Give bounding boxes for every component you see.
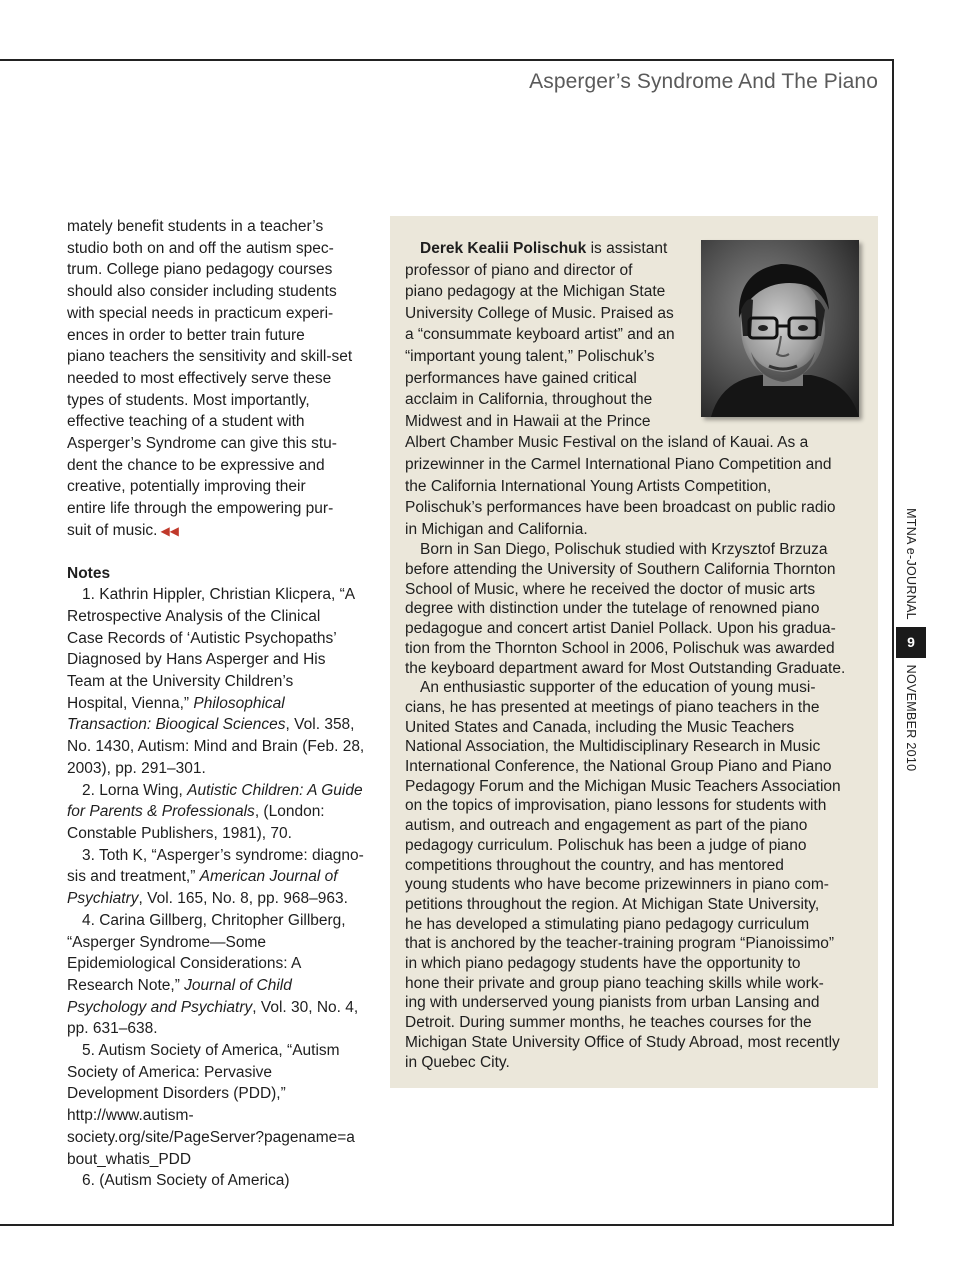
article-body-ending	[67, 216, 367, 543]
note-3	[67, 845, 367, 910]
note-line: Case Records of ‘Autistic Psychopaths’	[67, 629, 337, 647]
bio-line: the keyboard department award for Most Outstanding Graduate.	[405, 659, 846, 677]
note-line	[67, 780, 367, 802]
body-line: needed to most effectively serve these	[67, 369, 332, 387]
note-line: 4. Carina Gillberg, Chritopher Gillberg,	[82, 911, 346, 929]
note-line: “Asperger Syndrome—Some	[67, 933, 266, 951]
note-text: Research Note,”	[67, 976, 180, 994]
bio-line: degree with distinction under the tutelage of renowned piano	[405, 600, 820, 618]
note-line: pp. 631–638.	[67, 1020, 158, 1038]
note-line	[67, 693, 367, 715]
journal-title: Journal of Child	[184, 976, 292, 994]
note-line: Society of America: Pervasive	[67, 1063, 273, 1081]
body-line: ences in order to better train future	[67, 326, 305, 344]
note-line: Constable Publishers, 1981), 70.	[67, 824, 292, 842]
issue-date: NOVEMBER 2010	[904, 664, 918, 772]
body-line: entire life through the empowering pur-	[67, 500, 334, 518]
note-line: 5. Autism Society of America, “Autism	[82, 1042, 340, 1060]
note-text: , Vol. 30, No. 4,	[252, 998, 359, 1016]
bio-line: acclaim in California, throughout the	[405, 391, 653, 409]
bio-line: hone their private and group piano teaching skills while work-	[405, 974, 824, 992]
bio-line: National Association, the Multidisciplinary Research in Music	[405, 738, 821, 756]
body-line: piano teachers the sensitivity and skill-set	[67, 348, 353, 366]
issue-date-vertical	[898, 663, 924, 773]
body-line: with special needs in practicum experi-	[67, 304, 334, 322]
book-title: Autistic Children: A Guide	[187, 781, 363, 799]
bio-line: Polischuk’s performances have been broadcast on public radio	[405, 499, 836, 517]
journal-title: Philosophical	[193, 694, 285, 712]
note-line	[67, 888, 367, 910]
note-line: 6. (Autism Society of America)	[82, 1172, 290, 1190]
bio-line: Midwest and in Hawaii at the Prince	[405, 412, 651, 430]
bio-line: Michigan State University Office of Study Abroad, most recently	[405, 1033, 840, 1051]
note-line: Team at the University Children’s	[67, 673, 294, 691]
note-url-line: society.org/site/PageServer?pagename=a	[67, 1128, 355, 1146]
author-name: Derek Kealii Polischuk	[420, 240, 587, 257]
author-bio	[405, 238, 870, 1072]
note-5	[67, 1040, 367, 1170]
note-line: 1. Kathrin Hippler, Christian Klicpera, “A	[82, 586, 356, 604]
note-line	[67, 714, 367, 736]
bio-line: ing with underserved young pianists from urban Lansing and	[405, 994, 820, 1012]
body-line: dent the chance to be expressive and	[67, 456, 325, 474]
body-line: studio both on and off the autism spec-	[67, 239, 334, 257]
note-line	[67, 866, 367, 888]
article-left-column	[67, 216, 367, 1192]
bio-line: petitions throughout the region. At Michigan State University,	[405, 895, 820, 913]
note-url-line: bout_whatis_PDD	[67, 1150, 192, 1168]
note-text: sis and treatment,”	[67, 868, 196, 886]
bio-paragraph-1	[405, 238, 870, 540]
body-line: types of students. Most importantly,	[67, 391, 310, 409]
bio-line: United States and Canada, including the Music Teachers	[405, 718, 795, 736]
note-line: 2003), pp. 291–301.	[67, 759, 206, 777]
bio-line: performances have gained critical	[405, 369, 637, 387]
note-line: 3. Toth K, “Asperger’s syndrome: diagno-	[82, 846, 364, 864]
bio-line: School of Music, where he received the doctor of music arts	[405, 580, 816, 598]
running-head: Asperger’s Syndrome And The Piano	[529, 70, 878, 93]
note-line: No. 1430, Autism: Mind and Brain (Feb. 28,	[67, 738, 365, 756]
bio-line: An enthusiastic supporter of the education of young musi-	[420, 679, 816, 697]
bio-line: autism, and outreach and engagement as part of the piano	[405, 817, 808, 835]
bio-line: a “consummate keyboard artist” and an	[405, 326, 675, 344]
book-title: for Parents & Professionals	[67, 803, 255, 821]
note-line	[67, 997, 367, 1019]
note-2	[67, 780, 367, 845]
bio-paragraph-2	[405, 540, 870, 678]
bio-line: competitions throughout the country, and has mentored	[405, 856, 784, 874]
bio-line: Pedagogy Forum and the Michigan Music Teachers Association	[405, 777, 841, 795]
body-line: trum. College piano pedagogy courses	[67, 261, 333, 279]
body-line: should also consider including students	[67, 283, 337, 301]
bio-line: International Conference, the National Group Piano and Piano	[405, 758, 832, 776]
bio-line: that is anchored by the teacher-training program “Pianoissimo”	[405, 935, 835, 953]
bio-line: in Quebec City.	[405, 1053, 510, 1071]
frame-bottom-rule	[0, 1224, 894, 1226]
body-line: creative, potentially improving their	[67, 478, 306, 496]
body-line: mately benefit students in a teacher’s	[67, 218, 324, 235]
body-line: Asperger’s Syndrome can give this stu-	[67, 435, 337, 453]
page-number: 9	[896, 627, 926, 658]
bio-line: the California International Young Artists Competition,	[405, 477, 772, 495]
bio-line: prizewinner in the Carmel International Piano Competition and	[405, 455, 832, 473]
bio-line: professor of piano and director of	[405, 261, 633, 279]
frame-right-rule	[892, 59, 894, 1226]
body-line-last	[67, 520, 367, 543]
bio-line: University College of Music. Praised as	[405, 304, 674, 322]
note-line: Epidemiological Considerations: A	[67, 955, 302, 973]
bio-line: Born in San Diego, Polischuk studied with Krzysztof Brzuza	[420, 541, 828, 559]
frame-top-rule	[0, 59, 894, 61]
bio-line: tion from the Thornton School in 2006, Polischuk was awarded	[405, 639, 835, 657]
note-line: Development Disorders (PDD),”	[67, 1085, 286, 1103]
bio-line: on the topics of improvisation, piano lessons for students with	[405, 797, 827, 815]
journal-title: Transaction: Bioogical Sciences	[67, 716, 286, 734]
bio-paragraph-3	[405, 678, 870, 1072]
note-line	[67, 801, 367, 823]
bio-line: Detroit. During summer months, he teaches courses for the	[405, 1014, 812, 1032]
bio-line: he has developed a stimulating piano pedagogy curriculum	[405, 915, 810, 933]
bio-line: Albert Chamber Music Festival on the island of Kauai. As a	[405, 434, 809, 452]
journal-title: American Journal of	[199, 868, 338, 886]
note-url-line: http://www.autism-	[67, 1107, 194, 1125]
note-line	[67, 975, 367, 997]
note-6	[67, 1170, 367, 1192]
note-line: Retrospective Analysis of the Clinical	[67, 607, 321, 625]
bio-line: young students who have become prizewinners in piano com-	[405, 876, 829, 894]
note-text: 2. Lorna Wing,	[82, 781, 183, 799]
bio-line: before attending the University of Southern California Thornton	[405, 561, 836, 579]
end-mark-icon: ◀◀	[160, 523, 179, 538]
bio-line: cians, he has presented at meetings of piano teachers in the	[405, 698, 820, 716]
journal-name: MTNA e-JOURNAL	[904, 508, 918, 620]
bio-text: is assistant	[586, 240, 668, 257]
bio-line: pedagogue and concert artist Daniel Pollack. Upon his gradua-	[405, 620, 836, 638]
journal-title: Psychology and Psychiatry	[67, 998, 253, 1016]
note-1	[67, 584, 367, 779]
note-4	[67, 910, 367, 1040]
bio-line: piano pedagogy at the Michigan State	[405, 283, 666, 301]
notes-heading: Notes	[67, 564, 111, 582]
note-text: , Vol. 165, No. 8, pp. 968–963.	[138, 890, 348, 908]
bio-line: in Michigan and California.	[405, 520, 588, 538]
body-line-text: suit of music.	[67, 521, 158, 539]
note-text: Hospital, Vienna,”	[67, 694, 190, 712]
journal-title: Psychiatry	[67, 890, 139, 908]
bio-line: “important young talent,” Polischuk’s	[405, 347, 655, 365]
body-line: effective teaching of a student with	[67, 413, 305, 431]
bio-line	[405, 238, 870, 260]
note-text: , Vol. 358,	[285, 716, 355, 734]
bio-line: in which piano pedagogy students have the opportunity to	[405, 955, 801, 973]
bio-line: pedagogy curriculum. Polischuk has been a judge of piano	[405, 836, 807, 854]
journal-name-vertical	[898, 505, 924, 623]
note-line: Diagnosed by Hans Asperger and His	[67, 651, 326, 669]
note-text: , (London:	[254, 803, 325, 821]
